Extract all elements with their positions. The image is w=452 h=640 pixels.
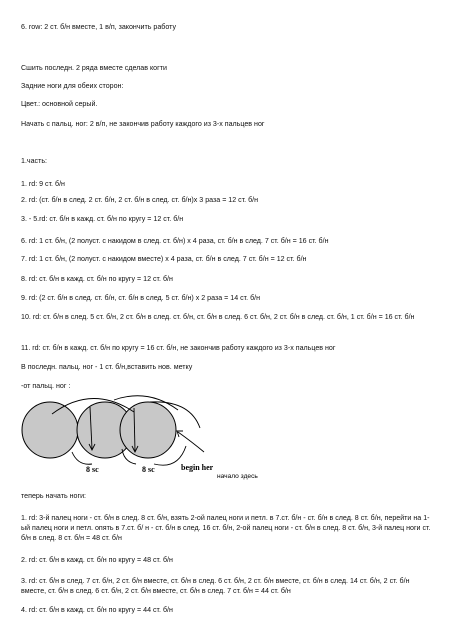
arc-lower-left (72, 452, 92, 464)
toe-circle-3 (120, 402, 176, 458)
text-line: Начать с пальц. ног: 2 в/п, не закончив работу каждого из 3-х пальцев ног (21, 120, 265, 128)
text-line: Сшить последн. 2 ряда вместе сделав когти (21, 64, 167, 72)
paragraph: 1. rd: 3-й палец ноги - ст. б/н в след. 8 ст. б/н, взять 2-ой палец ноги и петл. в 7.ст. б/н - ст. б/н в след. 8 ст. б/н, перейти на 1-ый палец ноги и петл. опять в 7.ст. б/ н - ст. б/н в след. 16 ст. б/н, 2-ой палец ноги - ст. б/н в след. 8 ст. б/н, 3-й палец ноги ст. б/н в след. 8 ст. б/н = 48 ст. б/н (21, 514, 431, 542)
paragraph: 3. rd: ст. б/н в след. 7 ст. б/н, 2 ст. б/н вместе, ст. б/н в след. 6 ст. б/н, 2 ст. б/н вместе, ст. б/н в след. 14 ст. б/н, 2 ст. б/н вместе, ст. б/н в след. 6 ст. б/н, 2 ст. б/н вместе, ст. б/н в след. 7 ст. б/н = 44 ст. б/н (21, 577, 410, 595)
text-line: 6. rd: 1 ст. б/н, (2 полуст. с накидом в след. ст. б/н) х 4 раза, ст. б/н в след. 7 ст. б/н = 16 ст. б/н (21, 237, 329, 245)
label-8sc-left: 8 sc (86, 465, 99, 474)
text-line: 6. row: 2 ст. б/н вместе, 1 в/п, закончить работу (21, 23, 177, 31)
text-line: теперь начать ноги: (21, 492, 87, 500)
toe-circle-1 (22, 402, 78, 458)
text-line: 8. rd: ст. б/н в кажд. ст. б/н по кругу = 12 ст. б/н (21, 275, 173, 283)
label-8sc-right: 8 sc (142, 465, 155, 474)
text-line: 2. rd: (ст. б/н в след. 2 ст. б/н, 2 ст. б/н в след. ст. б/н)х 3 раза = 12 ст. б/н (21, 196, 259, 204)
text-line: 3. - 5.rd: ст. б/н в кажд. ст. б/н по кругу = 12 ст. б/н (21, 215, 184, 223)
text-line: -от пальц. ног : (21, 382, 71, 390)
text-line: Цвет.: основной серый. (21, 100, 98, 108)
text-line: 1. rd: 9 ст. б/н (21, 180, 65, 188)
text-line: Задние ноги для обеих сторон: (21, 82, 124, 90)
text-line: В последн. пальц. ног - 1 ст. б/н,вставить нов. метку (21, 363, 193, 371)
label-begin-here: begin her (181, 463, 214, 472)
arrow-begin (178, 432, 204, 452)
text-line: 4. rd: ст. б/н в кажд. ст. б/н по кругу = 44 ст. б/н (21, 606, 173, 614)
arrow-begin-head (177, 431, 183, 437)
text-line: 2. rd: ст. б/н в кажд. ст. б/н по кругу = 48 ст. б/н (21, 556, 173, 564)
text-line: 7. rd: 1 ст. б/н, (2 полуст. с накидом вместе) х 4 раза, ст. б/н в след. 7 ст. б/н = 12 ст. б/н (21, 255, 307, 263)
text-line: 10. rd: ст. б/н в след. 5 ст. б/н, 2 ст. б/н в след. ст. б/н, ст. б/н в след. 6 ст. б/н, 2 ст. б/н в след. ст. б/н, 1 ст. б/н = 16 ст. б/н (21, 313, 415, 321)
toe-circles (22, 402, 176, 458)
label-start-note: начало здесь (217, 473, 258, 480)
text-line: 9. rd: (2 ст. б/н в след. ст. б/н, ст. б/н в след. 5 ст. б/н) х 2 раза = 14 ст. б/н (21, 294, 261, 302)
section-heading: 1.часть: (21, 157, 48, 165)
text-line: 11. rd: ст. б/н в кажд. ст. б/н по кругу = 16 ст. б/н, не закончив работу каждого из 3-х пальцев ног (21, 344, 336, 352)
